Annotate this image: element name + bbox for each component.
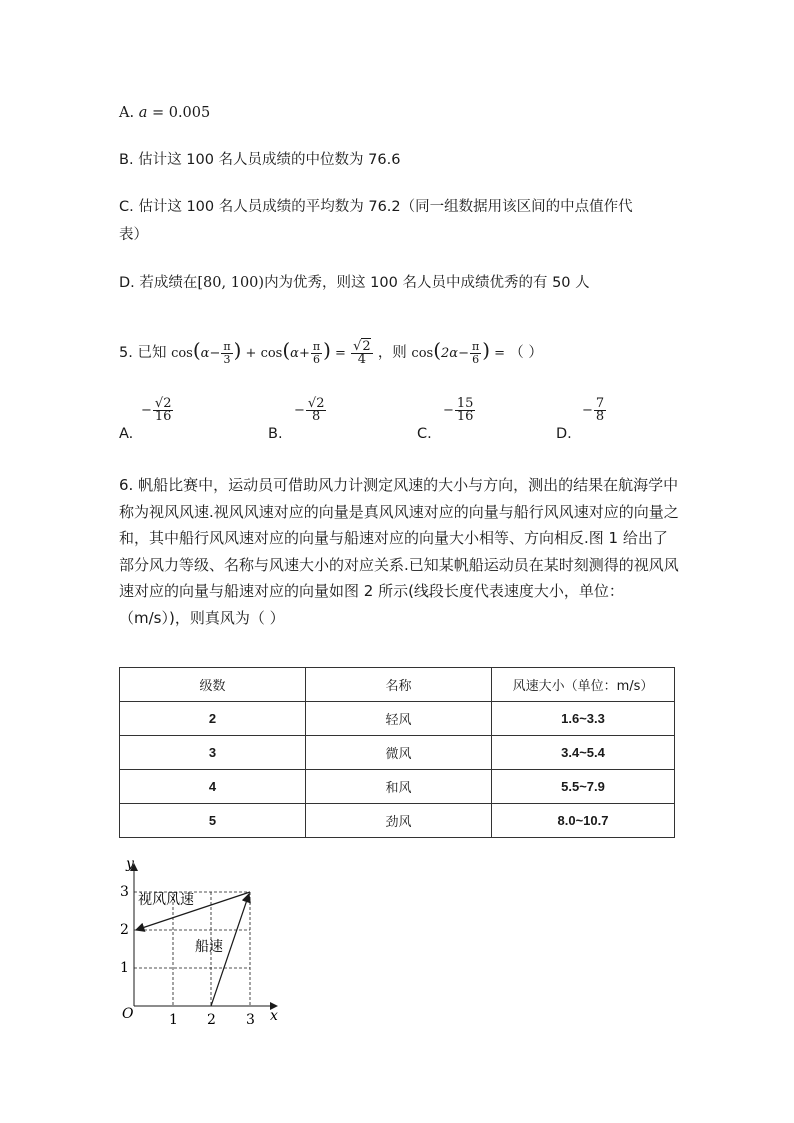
table-row: 4 和风 5.5~7.9: [120, 770, 675, 804]
table-row: 2 轻风 1.6~3.3: [120, 702, 675, 736]
boat-speed-label: 船速: [195, 939, 223, 955]
x-tick: 1: [169, 1012, 178, 1027]
y-tick: 2: [120, 922, 129, 938]
table-row: 3 微风 3.4~5.4: [120, 736, 675, 770]
q6-stem: 6. 帆船比赛中，运动员可借助风力计测定风速的大小与方向，测出的结果在航海学中称为视风风速.视风风速对应的向量是真风风速对应的向量与船行风风速对应的向量之和，其中船行风风速对应的向量与船速对应的向量大小相等、方向相反.图 1 给出了部分风力等级、名称与风速大小的对应关系.已知某帆船运动员在某时刻测得的视风风速对应的向量与船速对应的向量如图 2 所示(线段长度代表速度大小，单位：（m/s）)，则真风为（ ）: [119, 476, 679, 627]
q4-option-d: D. 若成绩在[80, 100)内为优秀，则这 100 名人员中成绩优秀的有 50 人: [119, 275, 590, 291]
y-tick: 1: [120, 960, 129, 976]
y-axis-label: y: [126, 856, 134, 872]
x-axis-label: x: [270, 1008, 278, 1024]
q4-option-c-line2: 表）: [119, 227, 148, 243]
x-tick: 3: [246, 1012, 255, 1027]
q4-option-b: B. 估计这 100 名人员成绩的中位数为 76.6: [119, 152, 401, 168]
table-header-row: 级数 名称 风速大小（单位：m/s）: [120, 668, 675, 702]
origin-label: O: [122, 1006, 134, 1022]
x-tick: 2: [207, 1012, 216, 1027]
wind-table: [119, 667, 675, 838]
q4-option-a: A. a = 0.005: [119, 105, 211, 121]
y-tick: 3: [120, 884, 129, 900]
q4-option-c-line1: C. 估计这 100 名人员成绩的平均数为 76.2（同一组数据用该区间的中点值作代: [119, 199, 633, 215]
interval: [80, 100): [197, 275, 265, 291]
table-row: 5 劲风 8.0~10.7: [120, 804, 675, 838]
formula: cos(α− $\frac{\pi}{3}$ ) + cos(α+ $\frac{\pi}{6}$ ) = $\frac{√2}{4}$: [171, 338, 371, 367]
grid: [134, 892, 250, 1006]
var-a: a: [138, 105, 148, 121]
apparent-wind-label: 视风风速: [138, 892, 194, 908]
vector-figure: [112, 852, 297, 1027]
q5-stem: 5. 已知 cos(α− $\frac{\pi}{3}$ ) + cos(α+ $\frac{\pi}{6}$ ) = $\frac{√2}{4}$ ，则 cos(2α− $\frac{\pi}{6}$ ) = （ ）: [119, 338, 543, 367]
